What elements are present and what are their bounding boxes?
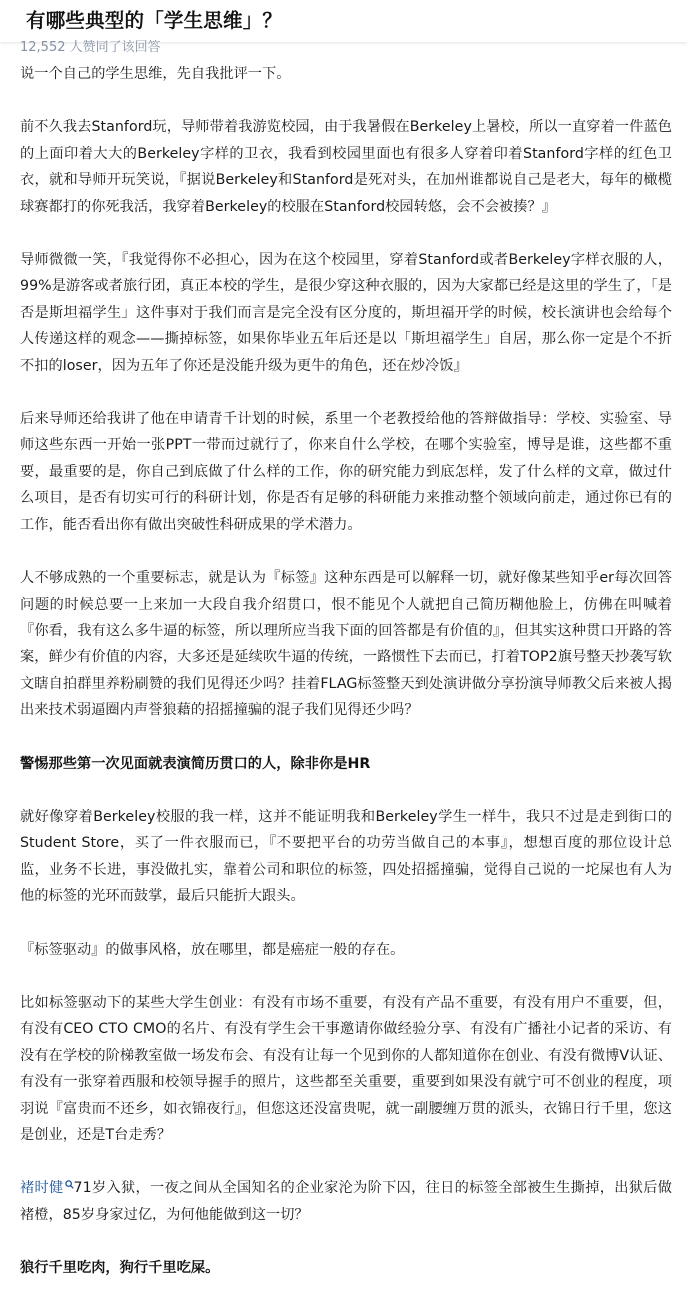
answer-paragraph-7: 『标签驱动』的做事风格，放在哪里，都是癌症一般的存在。 [20,941,405,958]
answer-paragraph-3: 导师微微一笑，『我觉得你不必担心，因为在这个校园里，穿着Stanford或者Berkeley字样衣服的人，99%是游客或者旅行团，真正本校的学生，是很少穿这种衣服的，因为大家都已经是这里的学生了，「是否是斯坦福学生」这件事对于我们而言是完全没有区分度的，斯坦福开学的时候，校长演讲也会给每个人传递这样的观念——撕掉标签，如果你毕业五年后还是以「斯坦福学生」自居，那么你一定是个不折不扣的loser，因为五年了你还是没能升级为更牛的角色，还在炒冷饭』 [20,252,672,374]
link-paragraph-text: 71岁入狱，一夜之间从全国知名的企业家沦为阶下囚，往日的标签全部被生生撕掉，出狱后做褚橙，85岁身家过亿，为何他能做到这一切？ [20,1180,673,1223]
question-header [0,0,687,55]
answer-paragraph-5: 人不够成熟的一个重要标志，就是认为『标签』这种东西是可以解释一切，就好像某些知乎er每次回答问题的时候总要一上来加一大段自我介绍贯口，恨不能见个人就把自己简历糊他脸上，仿佛在叫喊着『你看，我有这么多牛逼的标签，所以理所应当我下面的回答都是有价值的』，但其实这种贯口开路的答案，鲜少有价值的内容，大多还是延续吹牛逼的传统，一路惯性下去而已，打着TOP2旗号整天抄袭写软文瞎自拍群里养粉刷赞的我们见得还少吗？挂着FLAG标签整天到处演讲做分享扮演导师教父后来被人揭出来技术弱逼圈内声誉狼藉的招摇撞骗的混子我们见得还少吗？ [20,570,672,719]
answer-paragraph-1: 说一个自己的学生思维，先自我批评一下。 [20,66,291,82]
answer-closing-bold: 狼行千里吃肉，狗行千里吃屎。 [20,1260,220,1277]
person-link[interactable]: 褚时健 [20,1180,64,1197]
answer-paragraph-8: 比如标签驱动下的某些大学生创业：有没有市场不重要，有没有产品不重要，有没有用户不重要，但，有没有CEO CTO CMO的名片、有没有学生会干事邀请你做经验分享、有没有广播社小记者的采访、有没有在学校的阶梯教室做一场发布会、有没有让每一个见到你的人都知道你在创业、有没有微博V认证、有没有一张穿着西服和校领导握手的照片，这些都至关重要，重要到如果没有就宁可不创业的程度，项羽说『富贵而不还乡，如衣锦夜行』，但您这还没富贵呢，就一副腰缠万贯的派头，衣锦日行千里，您这是创业，还是T台走秀？ [20,994,672,1143]
answer-paragraph-4: 后来导师还给我讲了他在申请青千计划的时候，系里一个老教授给他的答辩做指导：学校、实验室、导师这些东西一开始一张PPT一带而过就行了，你来自什么学校，在哪个实验室，博导是谁，这些都不重要，最重要的是，你自己到底做了什么样的工作，你的研究能力到底怎样，发了什么样的文章，做过什么项目，是否有切实可行的科研计划，你是否有足够的科研能力来推动整个领域向前走，通过你已有的工作，能否看出你有做出突破性科研成果的学术潜力。 [20,411,672,533]
answer-paragraph-6: 就好像穿着Berkeley校服的我一样，这并不能证明我和Berkeley学生一样牛，我只不过是走到街口的Student Store，买了一件衣服而已，『不要把平台的功劳当做自己的本事』，想想百度的那位设计总监，业务不长进，事没做扎实，靠着公司和职位的标签，四处招摇撞骗，觉得自己说的一坨屎也有人为他的标签的光环而鼓掌，最后只能折大跟头。 [20,808,672,905]
answer-paragraph-2: 前不久我去Stanford玩，导师带着我游览校园，由于我暑假在Berkeley上暑校，所以一直穿着一件蓝色的上面印着大大的Berkeley字样的卫衣，我看到校园里面也有很多人穿着印着Stanford字样的红色卫衣，就和导师开玩笑说，『据说Berkeley和Stanford是死对头，在加州谁都说自己是老大，每年的橄榄球赛都打的你死我活，我穿着Berkeley的校服在Stanford校园转悠，会不会被揍？』 [20,119,672,215]
question-title[interactable]: 有哪些典型的「学生思维」？ [26,9,283,32]
answer-paragraph-link [20,1175,672,1228]
answer-bold-heading: 警惕那些第一次见面就表演简历贯口的人，除非你是HR [20,755,371,772]
search-icon[interactable] [65,1180,74,1190]
answer-content [20,61,672,1309]
vote-count-meta: 12,552 人赞同了该回答 [20,40,161,55]
